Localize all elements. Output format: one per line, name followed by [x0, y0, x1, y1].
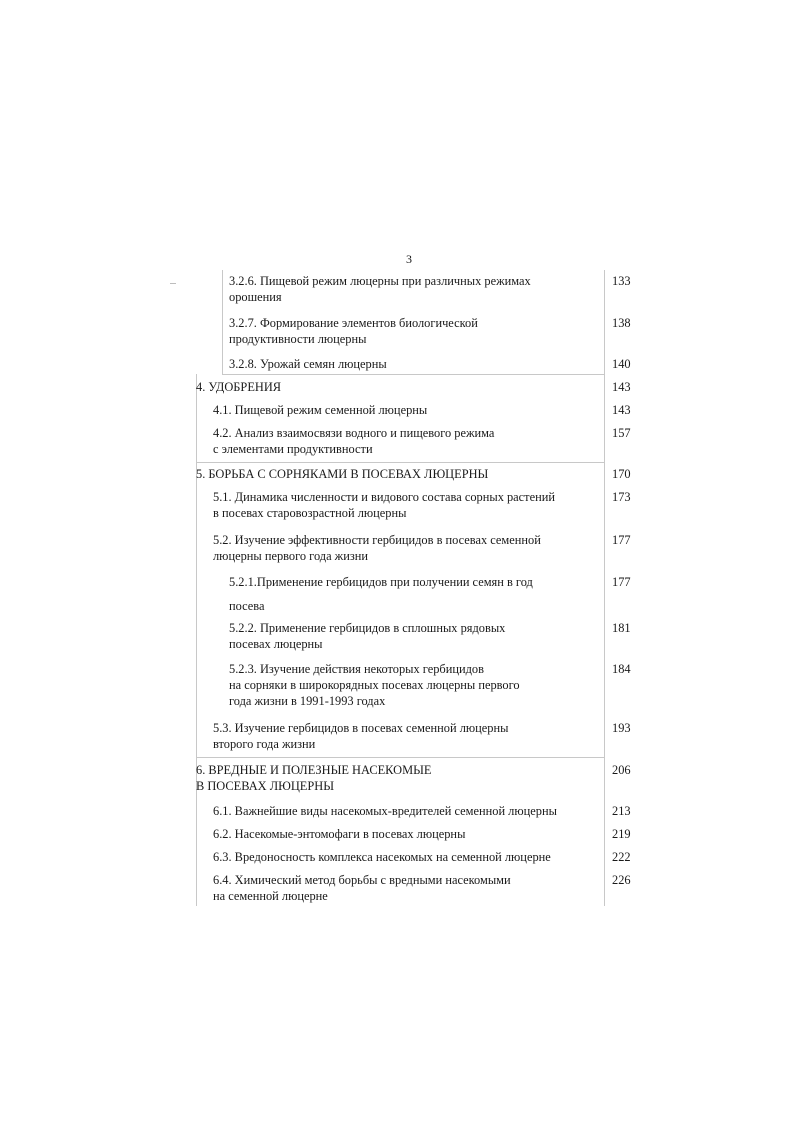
toc-entry-text: 4.1. Пищевой режим семенной люцерны	[213, 403, 428, 417]
toc-entry	[196, 762, 586, 794]
toc-entry-text: 5.2.3. Изучение действия некоторых гербицидов	[229, 662, 484, 676]
toc-entry	[196, 379, 586, 395]
toc-entry-text: 3.2.7. Формирование элементов биологической	[229, 316, 478, 330]
toc-page-number: 181	[612, 621, 631, 635]
toc-entry-text: В ПОСЕВАХ ЛЮЦЕРНЫ	[196, 779, 335, 793]
toc-entry-text: 5. БОРЬБА С СОРНЯКАМИ В ПОСЕВАХ ЛЮЦЕРНЫ	[196, 467, 489, 481]
toc-entry-text: с элементами продуктивности	[213, 442, 373, 456]
toc-entry-text: 6.2. Насекомые-энтомофаги в посевах люцерны	[213, 827, 466, 841]
toc-page-number: 143	[612, 403, 631, 417]
table-rule	[222, 374, 604, 375]
toc-entry	[213, 402, 603, 418]
toc-page-number: 170	[612, 467, 631, 481]
toc-entry-text: продуктивности люцерны	[229, 332, 367, 346]
toc-entry-text: 6.3. Вредоносность комплекса насекомых на семенной люцерне	[213, 850, 551, 864]
toc-entry-text: 5.2.2. Применение гербицидов в сплошных рядовых	[229, 621, 506, 635]
toc-page-number: 133	[612, 274, 631, 288]
table-rule	[196, 462, 604, 463]
toc-entry	[213, 425, 603, 457]
toc-entry	[213, 532, 603, 564]
toc-entry-text: 5.2.1.Применение гербицидов при получении семян в год	[229, 575, 533, 589]
toc-entry	[229, 315, 619, 347]
toc-page-number: 173	[612, 490, 631, 504]
toc-page-number: 222	[612, 850, 631, 864]
toc-page-number: 184	[612, 662, 631, 676]
toc-entry-text: 3.2.6. Пищевой режим люцерны при различных режимах	[229, 274, 531, 288]
toc-entry-text: 6.1. Важнейшие виды насекомых-вредителей семенной люцерны	[213, 804, 557, 818]
toc-entry-text: 5.2. Изучение эффективности гербицидов в посевах семенной	[213, 533, 541, 547]
toc-entry	[213, 720, 603, 752]
toc-entry-text: орошения	[229, 290, 282, 304]
toc-page-number: 143	[612, 380, 631, 394]
toc-entry-text: на сорняки в широкорядных посевах люцерны первого	[229, 678, 520, 692]
toc-entry-text: 6. ВРЕДНЫЕ И ПОЛЕЗНЫЕ НАСЕКОМЫЕ	[196, 763, 432, 777]
toc-entry-text: года жизни в 1991-1993 годах	[229, 694, 386, 708]
toc-page-number: 226	[612, 873, 631, 887]
toc-entry-text: 3.2.8. Урожай семян люцерны	[229, 357, 387, 371]
toc-entry	[229, 620, 619, 652]
toc-entry	[213, 826, 603, 842]
toc-entry	[229, 273, 619, 305]
toc-entry	[213, 849, 603, 865]
toc-entry	[196, 466, 586, 482]
toc-entry-text: посева	[229, 599, 265, 613]
toc-entry	[213, 803, 603, 819]
toc-page-number: 206	[612, 763, 631, 777]
toc-entry-text: 4. УДОБРЕНИЯ	[196, 380, 282, 394]
toc-entry	[229, 661, 619, 709]
toc-entry-text: 4.2. Анализ взаимосвязи водного и пищевого режима	[213, 426, 495, 440]
toc-page-number: 157	[612, 426, 631, 440]
toc-entry	[213, 872, 603, 904]
toc-entry-text: в посевах старовозрастной люцерны	[213, 506, 407, 520]
toc-page-number: 213	[612, 804, 631, 818]
toc-entry-text: 6.4. Химический метод борьбы с вредными насекомыми	[213, 873, 511, 887]
page-number: 3	[406, 252, 412, 266]
toc-entry-text: посевах люцерны	[229, 637, 323, 651]
table-rule	[196, 374, 197, 906]
toc-page-number: 177	[612, 533, 631, 547]
toc-page-number: 138	[612, 316, 631, 330]
toc-entry-text: люцерны первого года жизни	[213, 549, 369, 563]
toc-entry-text: 5.3. Изучение гербицидов в посевах семенной люцерны	[213, 721, 509, 735]
toc-page-number: 219	[612, 827, 631, 841]
toc-entry-text: на семенной люцерне	[213, 889, 328, 903]
toc-page-number: 193	[612, 721, 631, 735]
toc-entry	[213, 489, 603, 521]
toc-page-number: 140	[612, 357, 631, 371]
toc-entry-text: 5.1. Динамика численности и видового состава сорных растений	[213, 490, 555, 504]
table-rule	[196, 757, 604, 758]
scan-speck	[170, 283, 176, 284]
toc-entry-text: второго года жизни	[213, 737, 316, 751]
toc-entry	[229, 574, 619, 614]
toc-page-number: 177	[612, 575, 631, 589]
toc-entry	[229, 356, 619, 372]
table-rule	[222, 270, 223, 374]
